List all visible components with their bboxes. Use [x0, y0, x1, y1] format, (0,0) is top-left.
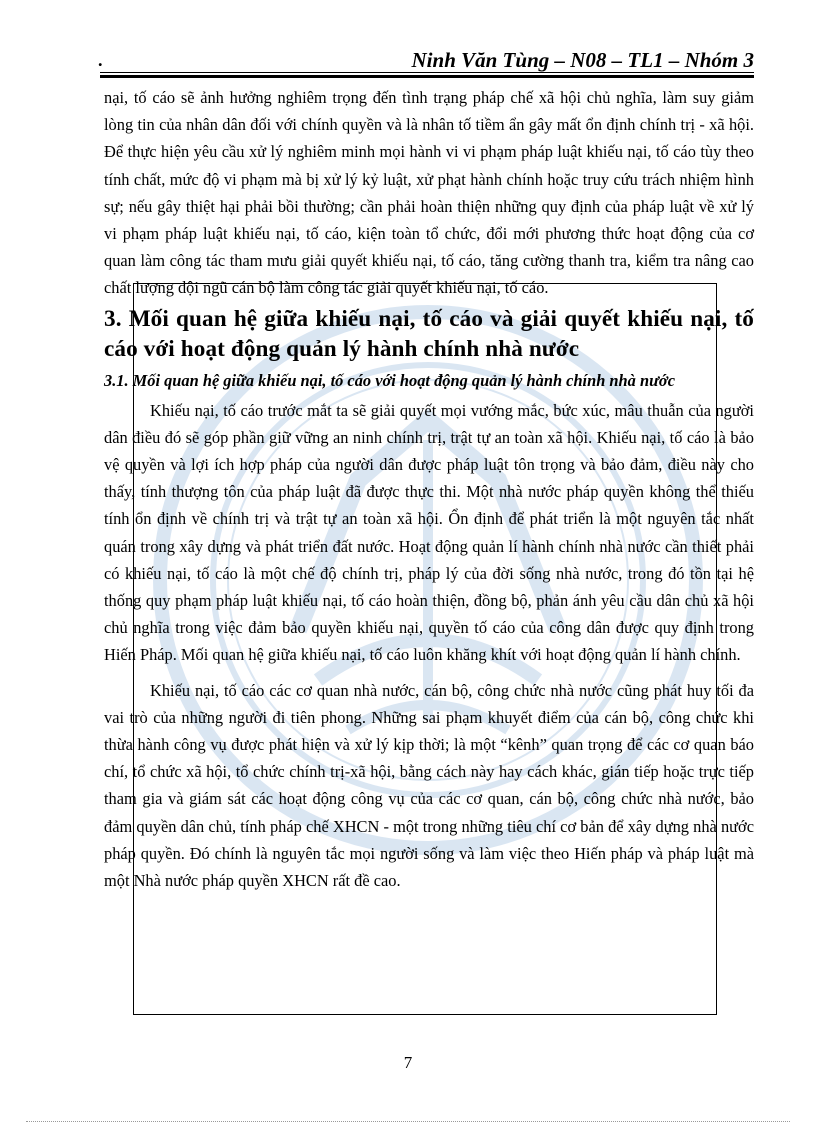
document-body: [104, 84, 754, 894]
paragraph-continued: nại, tố cáo sẽ ảnh hưởng nghiêm trọng đến tình trạng pháp chế xã hội chủ nghĩa, làm suy giảm lòng tin của nhân dân đối với chính quyền và là nhân tố tiềm ẩn gây mất ổn định chính trị - xã hội. Để thực hiện yêu cầu xử lý nghiêm minh mọi hành vi vi phạm pháp luật khiếu nại, tố cáo tùy theo tính chất, mức độ vi phạm mà bị xử lý kỷ luật, xử phạt hành chính hoặc truy cứu trách nhiệm hình sự; nếu gây thiệt hại phải bồi thường; cần phải hoàn thiện những quy định của pháp luật về xử lý vi phạm pháp luật khiếu nại, tố cáo, kiện toàn tổ chức, đổi mới phương thức hoạt động của cơ quan làm công tác tham mưu giải quyết khiếu nại, tố cáo, tăng cường thanh tra, kiểm tra nâng cao chất lượng đội ngũ cán bộ làm công tác giải quyết khiếu nại, tố cáo.: [104, 88, 754, 298]
footer-rule: [26, 1121, 790, 1122]
section-heading: 3. Mối quan hệ giữa khiếu nại, tố cáo và giải quyết khiếu nại, tố cáo với hoạt động quản lý hành chính nhà nước: [104, 305, 754, 362]
header-author-group: Ninh Văn Tùng – N08 – TL1 – Nhóm 3: [411, 48, 754, 72]
paragraph-1: Khiếu nại, tố cáo trước mắt ta sẽ giải quyết mọi vướng mắc, bức xúc, mâu thuẫn của người dân điều đó sẽ góp phần giữ vững an ninh chính trị, trật tự an toàn xã hội. Khiếu nại, tố cáo là bảo vệ quyền và lợi ích hợp pháp của người dân được pháp luật tôn trọng và bảo đảm, điều này cho thấy, tính thượng tôn của pháp luật đã được thực thi. Một nhà nước pháp quyền không thể thiếu tính ổn định về chính trị và trật tự an toàn xã hội. Ổn định để phát triển là một nguyên tắc nhất quán trong xây dựng và phát triển đất nước. Hoạt động quản lí hành chính nhà nước cần thiết phải có khiếu nại, tố cáo là một chế độ chính trị, pháp lý của đời sống nhà nước, trong đó tồn tại hệ thống quy phạm pháp luật khiếu nại, tố cáo hoàn thiện, đồng bộ, phản ánh yêu cầu dân chủ xã hội chủ nghĩa trong việc đảm bảo quyền khiếu nại, quyền tố cáo của công dân được quy định trong Hiến Pháp. Mối quan hệ giữa khiếu nại, tố cáo luôn khăng khít với hoạt động quản lí hành chính.: [104, 400, 754, 665]
header-dot: .: [98, 50, 103, 70]
page-number: 7: [403, 1053, 413, 1072]
paragraph-2: Khiếu nại, tố cáo các cơ quan nhà nước, cán bộ, công chức nhà nước cũng phát huy tối đa vai trò của những người đi tiên phong. Những sai phạm khuyết điểm của cán bộ, công chức khi thừa hành công vụ được phát hiện và xử lý kịp thời; là một “kênh” quan trọng để các cơ quan báo chí, tổ chức xã hội, tổ chức chính trị-xã hội, bằng cách này hay cách khác, gián tiếp hoặc trực tiếp tham gia và giám sát các hoạt động công vụ của các cơ quan, cán bộ, công chức nhà nước, bảo đảm quyền dân chủ, tính pháp chế XHCN - một trong những tiêu chí cơ bản để xây dựng nhà nước pháp quyền. Đó chính là nguyên tắc mọi người sống và làm việc theo Hiến pháp và pháp luật mà một Nhà nước pháp quyền XHCN rất đề cao.: [104, 680, 754, 891]
header-rule: [100, 72, 754, 78]
subsection-heading: 3.1. Mối quan hệ giữa khiếu nại, tố cáo với hoạt động quản lý hành chính nhà nước: [104, 370, 675, 390]
